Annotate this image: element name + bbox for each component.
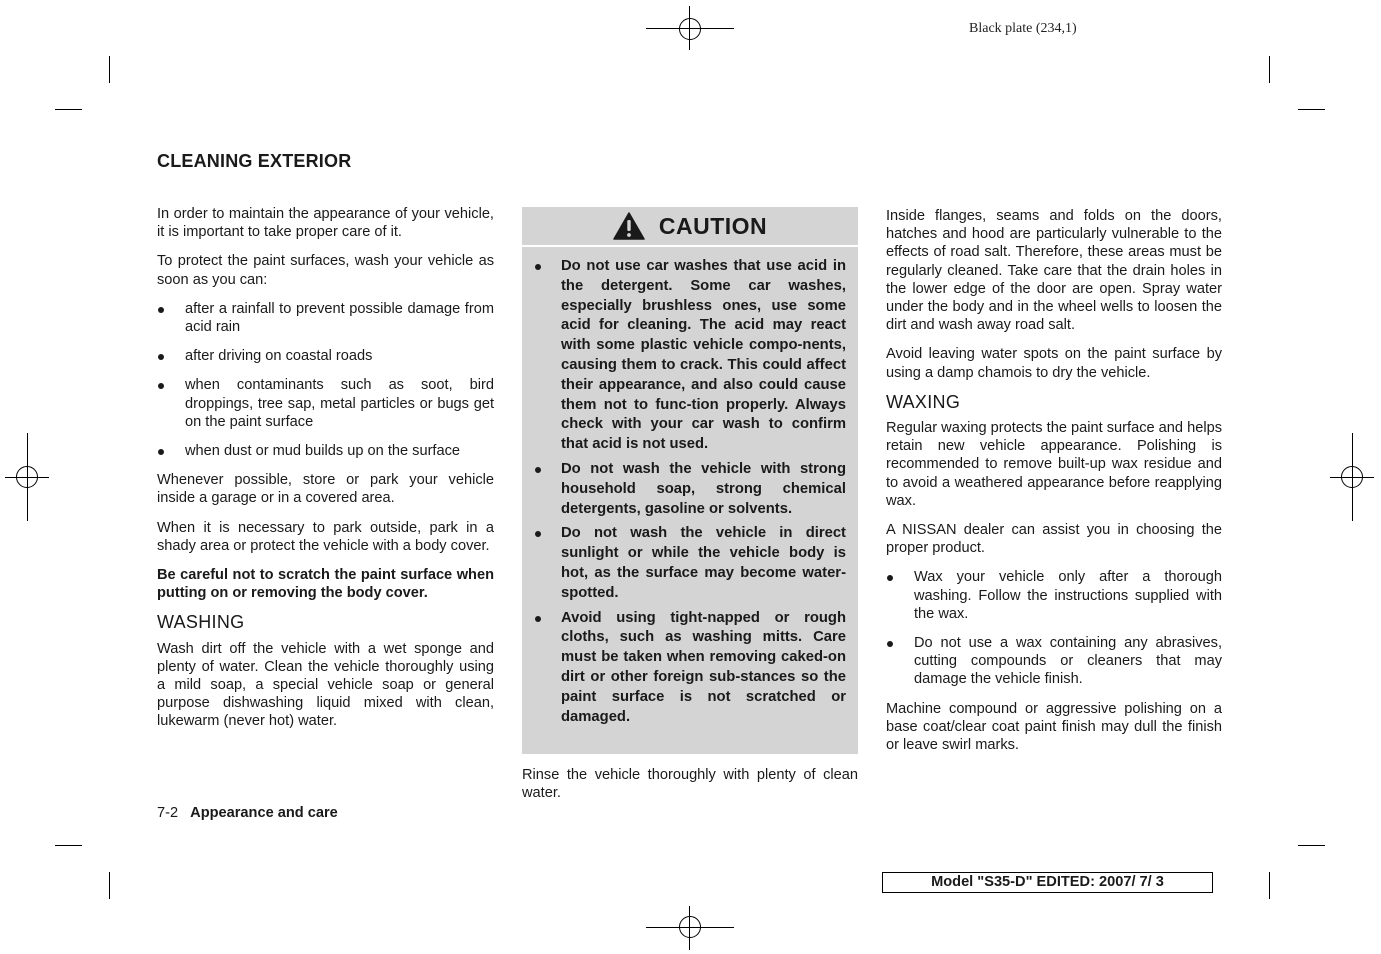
caution-item: Avoid using tight-napped or rough cloths, such as washing mitts. Care must be taken when removing caked-on dirt or other foreign sub-stances so the paint surface is not scratched or damaged.: [534, 609, 846, 728]
intro-paragraph: In order to maintain the appearance of your vehicle, it is important to take proper care of it.: [157, 206, 494, 241]
left-column: [157, 205, 494, 742]
list-item: after a rainfall to prevent possible damage from acid rain: [157, 300, 494, 336]
waxing-paragraph: Regular waxing protects the paint surface and helps retain new vehicle appearance. Polishing is recommended to remove built-up wax residue and to avoid a weathered appearance before reapplying wax.: [886, 420, 1222, 509]
wash-conditions-list: [157, 300, 494, 460]
list-item: Wax your vehicle only after a thorough washing. Follow the instructions supplied with the wax.: [886, 568, 1222, 623]
list-item: Do not use a wax containing any abrasives, cutting compounds or cleaners that may damage the vehicle finish.: [886, 634, 1222, 689]
caution-item: Do not wash the vehicle with strong household soap, strong chemical detergents, gasoline or solvents.: [534, 460, 846, 519]
dealer-paragraph: A NISSAN dealer can assist you in choosing the proper product.: [886, 522, 1222, 557]
plate-label: Black plate (234,1): [969, 21, 1077, 36]
washing-title: WASHING: [157, 612, 245, 633]
polishing-paragraph: Machine compound or aggressive polishing on a base coat/clear coat paint finish may dull the finish or leave swirl marks.: [886, 700, 1222, 754]
page-number: 7-2: [157, 805, 179, 821]
model-edited-box: Model "S35-D" EDITED: 2007/ 7/ 3: [882, 872, 1213, 893]
section-heading: CLEANING EXTERIOR: [157, 151, 352, 171]
caution-item: Do not wash the vehicle in direct sunlight or while the vehicle body is hot, as the surface may become water-spotted.: [534, 524, 846, 603]
road-salt-paragraph: Inside flanges, seams and folds on the doors, hatches and hood are particularly vulnerable to the effects of road salt. Therefore, these areas must be regularly cleaned. Take care that the drain holes in the lower edge of the door are open. Spray water under the body and in the wheel wells to loosen the dirt and wash away road salt.: [886, 208, 1222, 334]
waxing-list: [886, 568, 1222, 688]
waxing-title: WAXING: [886, 391, 961, 412]
rinse-paragraph: Rinse the vehicle thoroughly with plenty of clean water.: [522, 767, 858, 802]
section-name: Appearance and care: [190, 805, 338, 821]
page-footer: [157, 805, 338, 821]
list-item: when dust or mud builds up on the surface: [157, 442, 494, 460]
caution-list: [534, 257, 846, 727]
list-item: after driving on coastal roads: [157, 347, 494, 365]
storage-paragraph: Whenever possible, store or park your vehicle inside a garage or in a covered area.: [157, 472, 494, 507]
warning-triangle-icon: [613, 212, 645, 240]
scratch-warning: Be careful not to scratch the paint surface when putting on or removing the body cover.: [157, 567, 494, 602]
parking-paragraph: When it is necessary to park outside, park in a shady area or protect the vehicle with a body cover.: [157, 519, 494, 554]
caution-title: CAUTION: [658, 212, 768, 239]
water-spots-paragraph: Avoid leaving water spots on the paint surface by using a damp chamois to dry the vehicle.: [886, 346, 1222, 381]
protect-paragraph: To protect the paint surfaces, wash your vehicle as soon as you can:: [157, 253, 494, 288]
caution-box: [522, 207, 858, 754]
right-column: [886, 207, 1222, 765]
list-item: when contaminants such as soot, bird droppings, tree sap, metal particles or bugs get on the paint surface: [157, 376, 494, 431]
caution-header: [522, 207, 858, 247]
washing-paragraph: Wash dirt off the vehicle with a wet sponge and plenty of water. Clean the vehicle thoroughly using a mild soap, a special vehicle soap or general purpose dishwashing liquid mixed with clean, lukewarm (never hot) water.: [157, 640, 494, 730]
caution-item: Do not use car washes that use acid in the detergent. Some car washes, especially brushless ones, use some acid for cleaning. The acid may react with some plastic vehicle compo-nents, causing them to crack. This could affect their appearance, and also could cause them not to func-tion properly. Always check with your car wash to confirm that acid is not used.: [534, 257, 846, 455]
